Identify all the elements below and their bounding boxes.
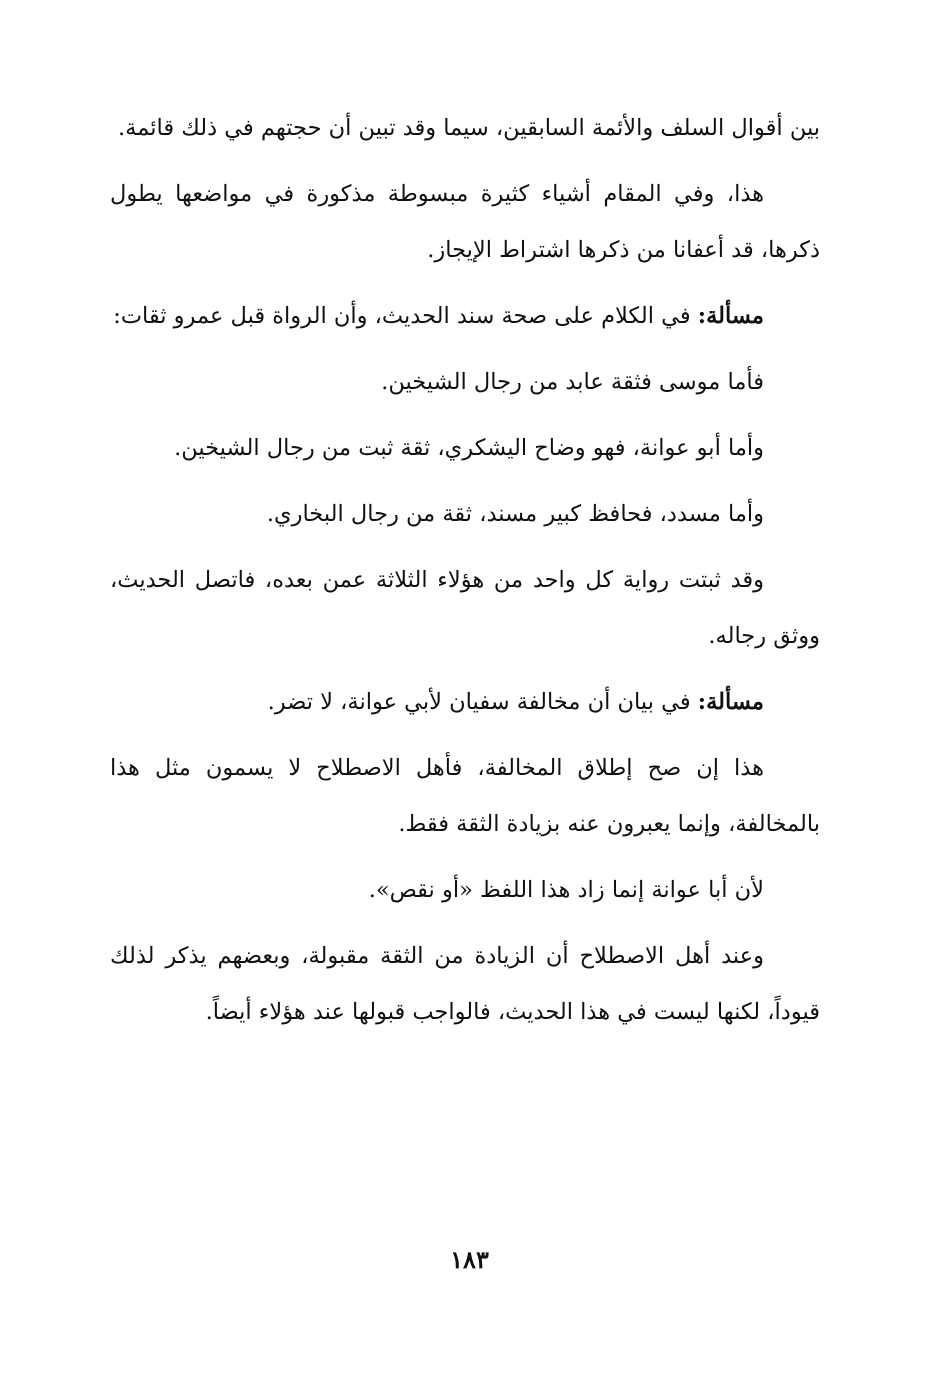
paragraph: [110, 928, 820, 1040]
paragraph: [110, 552, 820, 664]
paragraph: [110, 740, 820, 852]
paragraph-text: لأن أبا عوانة إنما زاد هذا اللفظ «أو نقص».: [368, 877, 764, 903]
paragraph-text: هذا إن صح إطلاق المخالفة، فأهل الاصطلاح لا يسمون مثل هذا بالمخالفة، وإنما يعبرون عنه بزيادة الثقة فقط.: [110, 755, 820, 837]
paragraph-text: في بيان أن مخالفة سفيان لأبي عوانة، لا تضر.: [267, 689, 698, 715]
paragraph: [110, 420, 820, 476]
paragraph: [110, 166, 820, 278]
paragraph: [110, 100, 820, 156]
paragraph-text: وأما أبو عوانة، فهو وضاح اليشكري، ثقة ثبت من رجال الشيخين.: [174, 435, 764, 461]
paragraph: [110, 674, 820, 730]
body-text: [110, 100, 820, 1050]
paragraph-text: هذا، وفي المقام أشياء كثيرة مبسوطة مذكورة في مواضعها يطول ذكرها، قد أعفانا من ذكرها اشتراط الإيجاز.: [110, 181, 820, 263]
paragraph-text: في الكلام على صحة سند الحديث، وأن الرواة قبل عمرو ثقات:: [113, 303, 698, 329]
paragraph-text: فأما موسى فثقة عابد من رجال الشيخين.: [381, 369, 764, 395]
paragraph: [110, 354, 820, 410]
paragraph: [110, 862, 820, 918]
paragraph-text: وعند أهل الاصطلاح أن الزيادة من الثقة مقبولة، وبعضهم يذكر لذلك قيوداً، لكنها ليست في هذا الحديث، فالواجب قبولها عند هؤلاء أيضاً.: [110, 943, 820, 1025]
paragraph: [110, 288, 820, 344]
paragraph: [110, 486, 820, 542]
paragraph-text: وأما مسدد، فحافظ كبير مسند، ثقة من رجال البخاري.: [266, 501, 764, 527]
paragraph-text: بين أقوال السلف والأئمة السابقين، سيما وقد تبين أن حجتهم في ذلك قائمة.: [118, 115, 820, 141]
page-number: ١٨٣: [450, 1245, 489, 1274]
issue-heading: مسألة:: [697, 303, 764, 329]
issue-heading: مسألة:: [697, 689, 764, 715]
paragraph-text: وقد ثبتت رواية كل واحد من هؤلاء الثلاثة عمن بعده، فاتصل الحديث، ووثق رجاله.: [110, 567, 820, 649]
